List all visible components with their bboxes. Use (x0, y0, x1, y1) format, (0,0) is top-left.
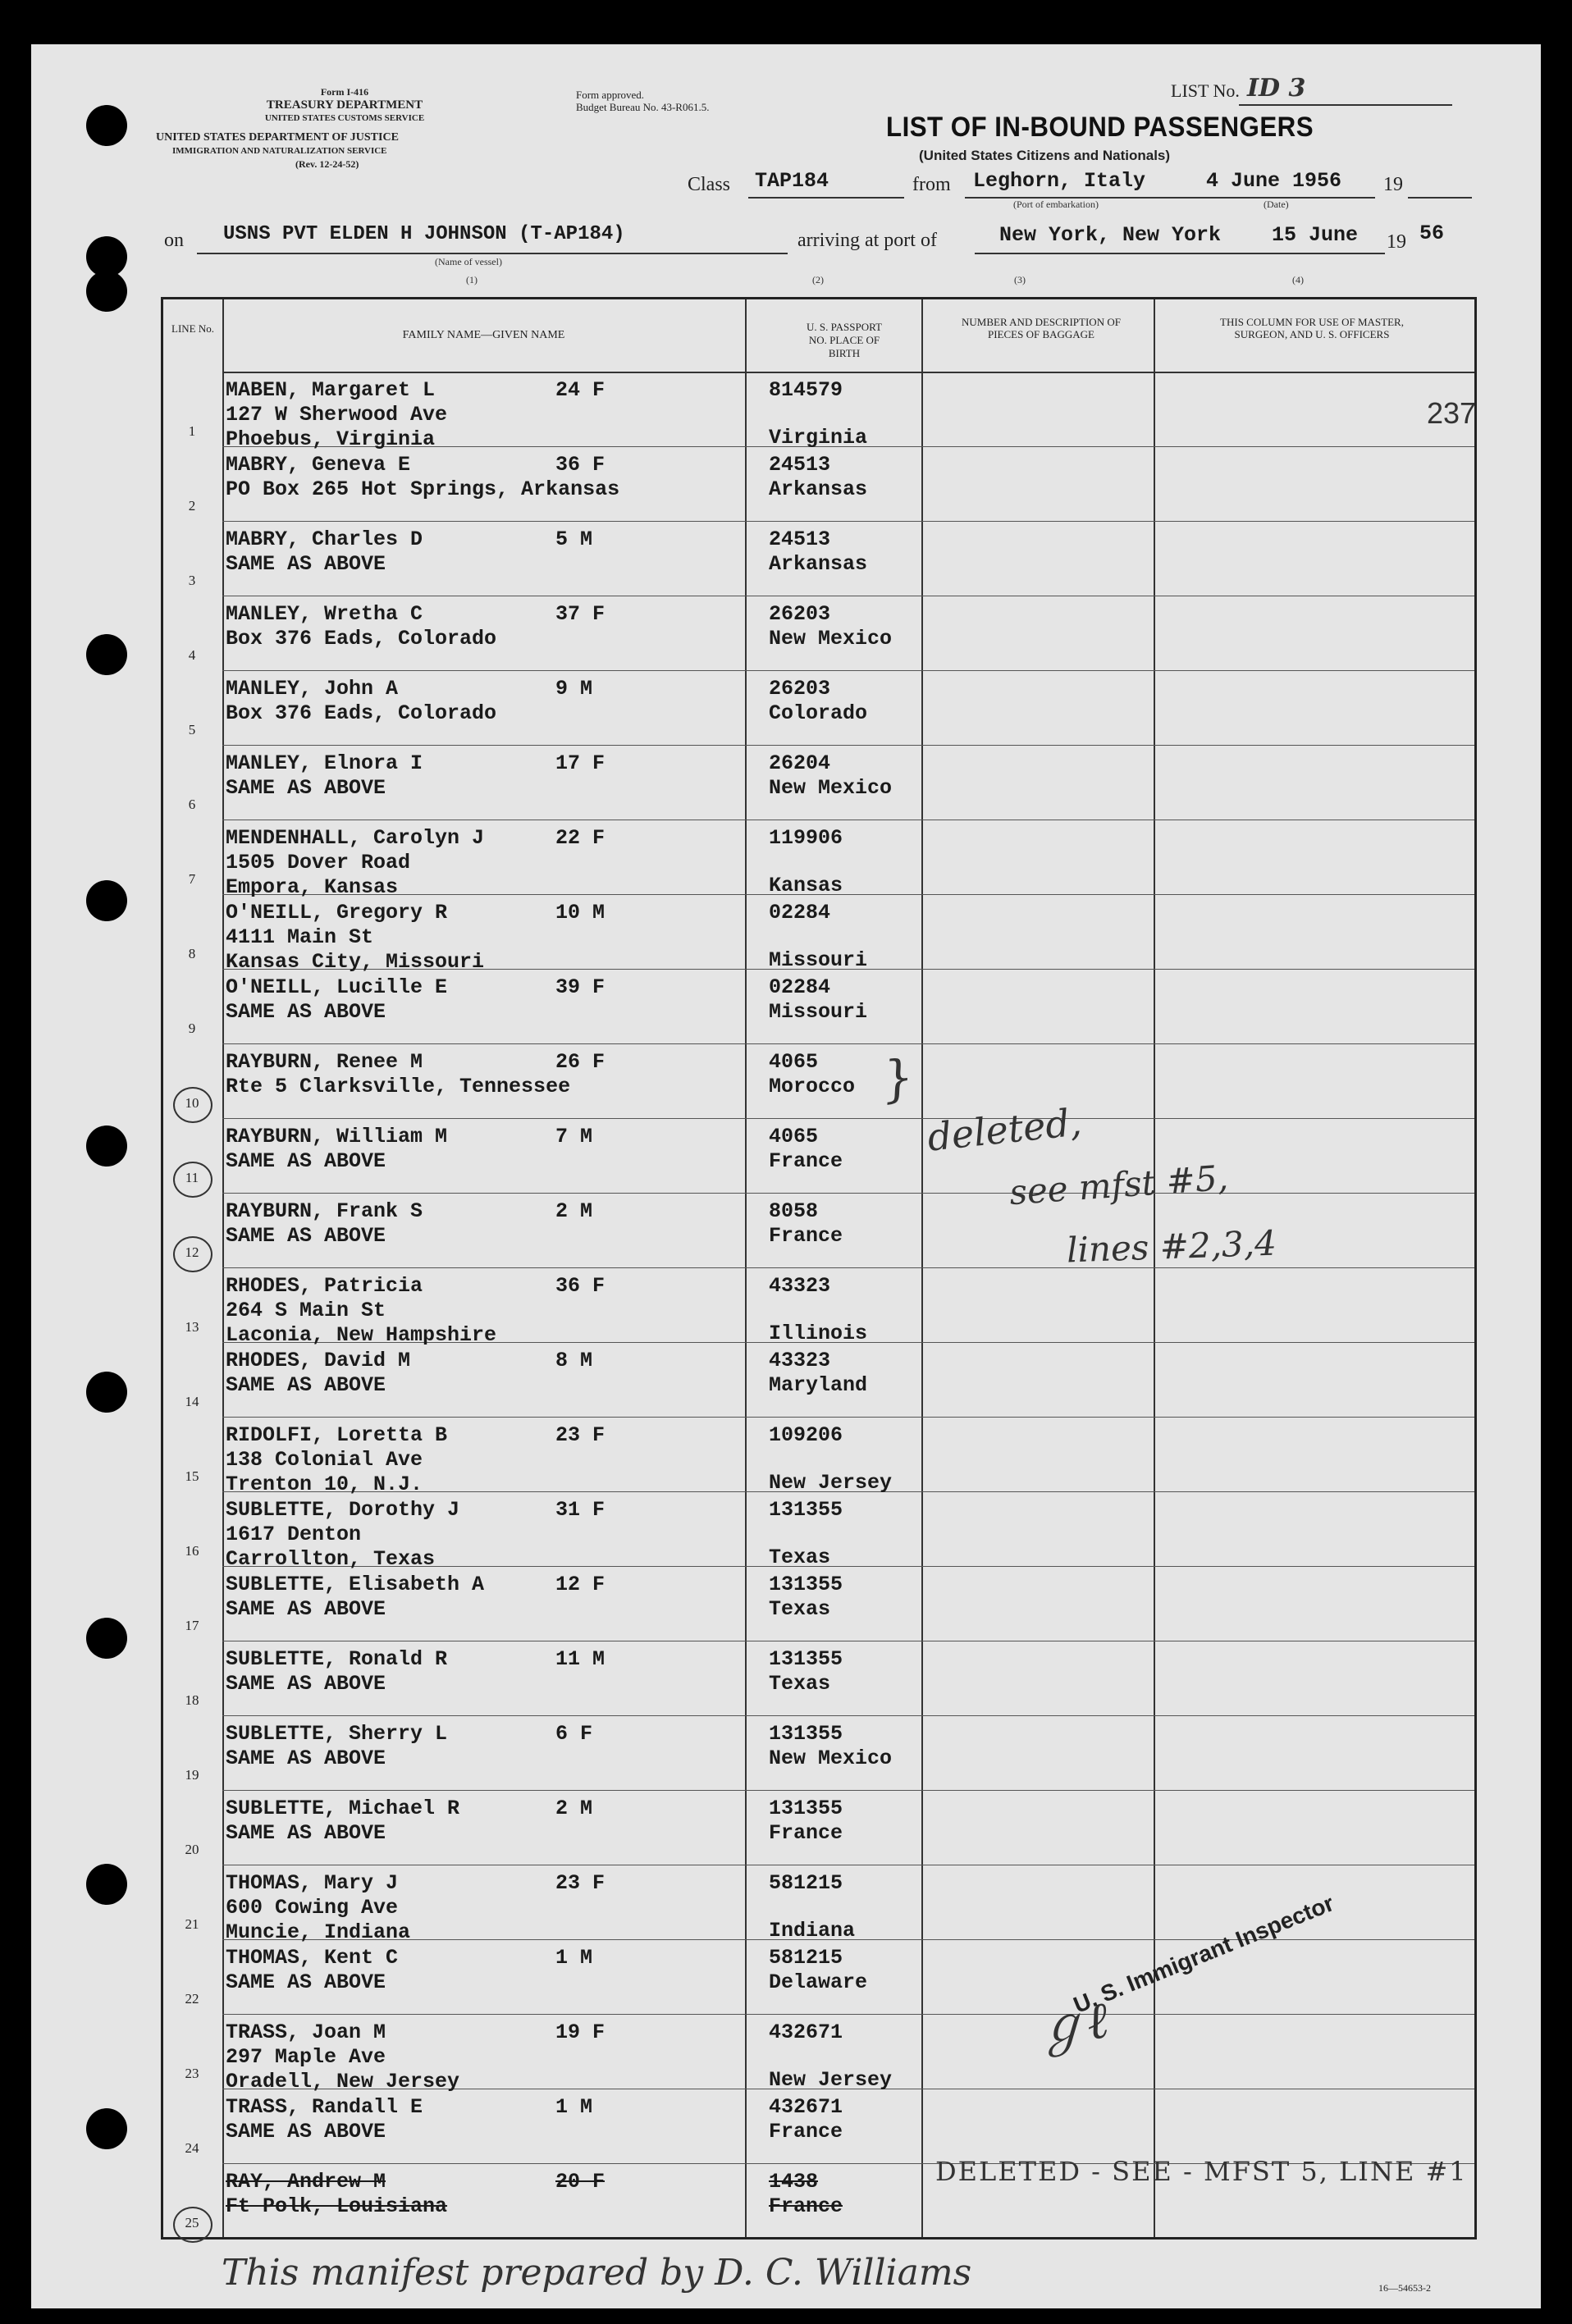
passenger-age-sex: 9 M (555, 677, 593, 701)
place-of-birth: New Mexico (769, 776, 893, 800)
place-of-birth: Maryland (769, 1373, 868, 1397)
passenger-entry (226, 975, 989, 1043)
passenger-address-1: SAME AS ABOVE (226, 552, 386, 576)
passport-number: 26204 (769, 751, 831, 775)
row-divider (222, 1118, 1474, 1119)
passenger-name: MANLEY, Elnora I (226, 751, 423, 775)
passenger-name: RAY, Andrew M (226, 2170, 386, 2194)
line-number: 16 (185, 1543, 199, 1559)
passenger-age-sex: 12 F (555, 1573, 605, 1596)
row-divider (222, 1267, 1474, 1268)
passenger-entry (226, 1797, 989, 1865)
arrival-rule (975, 253, 1385, 254)
passenger-age-sex: 24 F (555, 378, 605, 402)
passport-number: 02284 (769, 901, 831, 925)
deleted-note-3: lines #2,3,4 (1066, 1222, 1277, 1271)
passenger-age-sex: 5 M (555, 527, 593, 551)
passport-number: 24513 (769, 453, 831, 477)
row-divider (222, 1043, 1474, 1044)
punch-hole (86, 1618, 127, 1659)
inspector-stamp: U. S. Immigrant Inspector (1070, 1890, 1338, 2018)
passport-number: 4065 (769, 1125, 819, 1148)
passport-number: 131355 (769, 1722, 843, 1746)
justice-block (156, 131, 533, 171)
place-of-birth: France (769, 1149, 843, 1173)
passenger-address-1: 264 S Main St (226, 1299, 386, 1322)
passenger-age-sex: 7 M (555, 1125, 593, 1148)
footer-note: This manifest prepared by D. C. Williams (222, 2252, 972, 2294)
place-of-birth: Texas (769, 1546, 831, 1569)
place-of-birth: Colorado (769, 701, 868, 725)
passenger-name: THOMAS, Kent C (226, 1946, 399, 1970)
place-of-birth: Missouri (769, 1000, 868, 1024)
passenger-address-1: 4111 Main St (226, 925, 374, 949)
line-number: 22 (185, 1991, 199, 2007)
header-passport: U. S. PASSPORT NO. PLACE OF BIRTH (807, 321, 882, 359)
list-no-label: LIST No. (1171, 80, 1240, 101)
line-number: 8 (188, 946, 196, 961)
row-divider (222, 894, 1474, 895)
passenger-address-1: 127 W Sherwood Ave (226, 403, 448, 427)
passenger-address-1: 600 Cowing Ave (226, 1896, 399, 1920)
passenger-address-2: Oradell, New Jersey (226, 2070, 460, 2093)
line-number: 12 (185, 1244, 199, 1260)
passenger-address-1: PO Box 265 Hot Springs, Arkansas (226, 477, 620, 501)
passenger-address-1: SAME AS ABOVE (226, 2120, 386, 2144)
passenger-entry (226, 901, 989, 974)
passport-number: 1438 (769, 2170, 819, 2194)
form-revision: (Rev. 12-24-52) (295, 158, 359, 170)
passport-number: 131355 (769, 1797, 843, 1820)
deleted-note-1: deleted, (925, 1099, 1084, 1160)
passport-number: 131355 (769, 1498, 843, 1522)
passenger-address-1: Box 376 Eads, Colorado (226, 701, 497, 725)
line-circle-mark (173, 1236, 212, 1272)
passenger-name: THOMAS, Mary J (226, 1871, 399, 1895)
deleted-line25-note: DELETED - SEE - MFST 5, LINE #1 (935, 2156, 1468, 2187)
passenger-age-sex: 19 F (555, 2020, 605, 2044)
year-prefix: 19 (1383, 174, 1403, 195)
list-no-rule (1239, 104, 1452, 106)
row-divider (222, 1193, 1474, 1194)
passenger-age-sex: 2 M (555, 1797, 593, 1820)
passenger-entry (226, 1946, 989, 2014)
place-of-birth: Illinois (769, 1322, 868, 1345)
passenger-name: MENDENHALL, Carolyn J (226, 826, 485, 850)
place-of-birth: Indiana (769, 1919, 856, 1943)
customs-service: UNITED STATES CUSTOMS SERVICE (264, 113, 425, 123)
passenger-name: SUBLETTE, Michael R (226, 1797, 460, 1820)
page-title: LIST OF IN-BOUND PASSENGERS (886, 112, 1314, 143)
line-number: 7 (188, 871, 196, 887)
passenger-name: MABRY, Geneva E (226, 453, 411, 477)
class-label: Class (688, 174, 731, 195)
passenger-address-1: SAME AS ABOVE (226, 1224, 386, 1248)
passenger-address-1: SAME AS ABOVE (226, 1000, 386, 1024)
line-number: 15 (185, 1468, 199, 1484)
passport-number: 109206 (769, 1423, 843, 1447)
vessel-rule (197, 253, 788, 254)
passenger-entry (226, 1647, 989, 1715)
place-of-birth: France (769, 2120, 843, 2144)
passenger-address-1: SAME AS ABOVE (226, 1149, 386, 1173)
col-divider-officers (1154, 299, 1155, 2237)
passenger-age-sex: 6 F (555, 1722, 593, 1746)
passenger-age-sex: 23 F (555, 1423, 605, 1447)
passenger-name: MANLEY, John A (226, 677, 399, 701)
header-line-no: LINE No. (171, 322, 214, 335)
place-of-birth: France (769, 1224, 843, 1248)
line-number: 21 (185, 1916, 199, 1932)
passenger-address-1: Box 376 Eads, Colorado (226, 627, 497, 651)
passenger-age-sex: 37 F (555, 602, 605, 626)
line-number: 1 (188, 423, 196, 439)
passenger-address-1: 1617 Denton (226, 1523, 362, 1546)
row-divider (222, 745, 1474, 746)
row-divider (222, 1790, 1474, 1791)
place-of-birth: Delaware (769, 1970, 868, 1994)
place-of-birth: Kansas (769, 874, 843, 897)
line-number: 13 (185, 1319, 199, 1335)
passport-number: 131355 (769, 1647, 843, 1671)
passenger-age-sex: 36 F (555, 453, 605, 477)
passport-number: 43323 (769, 1274, 831, 1298)
passenger-address-1: 297 Maple Ave (226, 2045, 386, 2069)
passenger-name: RHODES, Patricia (226, 1274, 423, 1298)
line-number: 2 (188, 498, 196, 514)
passport-number: 8058 (769, 1199, 819, 1223)
passenger-address-1: 1505 Dover Road (226, 851, 411, 874)
passenger-entry (226, 1498, 989, 1571)
passenger-name: RIDOLFI, Loretta B (226, 1423, 448, 1447)
passenger-address-1: SAME AS ABOVE (226, 776, 386, 800)
passenger-name: RAYBURN, Renee M (226, 1050, 423, 1074)
line-circle-mark (173, 2207, 212, 2243)
passenger-address-1: SAME AS ABOVE (226, 1746, 386, 1770)
passenger-age-sex: 10 M (555, 901, 605, 925)
row-divider (222, 1715, 1474, 1716)
place-of-birth: France (769, 2194, 843, 2218)
passenger-address-1: SAME AS ABOVE (226, 1597, 386, 1621)
row-divider (222, 2014, 1474, 2015)
line-number: 4 (188, 647, 196, 663)
passenger-entry (226, 2170, 989, 2238)
passenger-name: RHODES, David M (226, 1349, 411, 1372)
form-code: 16—54653-2 (1378, 2282, 1431, 2294)
passenger-entry (226, 1722, 989, 1790)
line-number: 24 (185, 2140, 199, 2156)
header-baggage: NUMBER AND DESCRIPTION OF PIECES OF BAGGAGE (962, 316, 1121, 340)
passenger-name: SUBLETTE, Sherry L (226, 1722, 448, 1746)
punch-hole (86, 1864, 127, 1905)
passport-number: 26203 (769, 602, 831, 626)
passenger-entry (226, 1871, 989, 1944)
punch-hole (86, 1372, 127, 1413)
passenger-address-1: SAME AS ABOVE (226, 1821, 386, 1845)
line-number: 20 (185, 1842, 199, 1857)
passport-number: 432671 (769, 2020, 843, 2044)
passenger-age-sex: 11 M (555, 1647, 605, 1671)
passenger-entry (226, 527, 989, 596)
form-approved: Form approved. (576, 89, 645, 101)
passport-number: 24513 (769, 527, 831, 551)
brace-mark: } (878, 1048, 917, 1110)
passenger-age-sex: 17 F (555, 751, 605, 775)
place-of-birth: New Mexico (769, 1746, 893, 1770)
line-number: 23 (185, 2066, 199, 2081)
passport-number: 432671 (769, 2095, 843, 2119)
line-number: 14 (185, 1394, 199, 1409)
row-divider (222, 670, 1474, 671)
header-rule (222, 372, 1474, 373)
passenger-address-2: Muncie, Indiana (226, 1920, 411, 1944)
passenger-entry (226, 1423, 989, 1496)
ins-service: IMMIGRATION AND NATURALIZATION SERVICE (172, 146, 387, 156)
arrival-date: 15 June (1272, 223, 1359, 247)
line-number: 11 (185, 1170, 199, 1185)
date-caption: (Date) (1264, 199, 1289, 210)
passenger-entry (226, 1274, 989, 1347)
vessel-name: USNS PVT ELDEN H JOHNSON (T-AP184) (223, 223, 625, 245)
place-of-birth: Missouri (769, 948, 868, 972)
passport-number: 4065 (769, 1050, 819, 1074)
line-number: 17 (185, 1618, 199, 1633)
line-number: 18 (185, 1692, 199, 1708)
embarkation-date: 4 June 1956 (1206, 169, 1342, 193)
place-of-birth: New Mexico (769, 627, 893, 651)
passenger-table (161, 297, 1477, 2240)
vessel-caption: (Name of vessel) (435, 256, 502, 267)
col-num-3: (3) (1014, 274, 1026, 285)
passenger-entry (226, 378, 989, 451)
place-of-birth: Texas (769, 1672, 831, 1696)
treasury-dept: TREASURY DEPARTMENT (266, 98, 423, 112)
passenger-entry (226, 1050, 989, 1118)
passport-number: 02284 (769, 975, 831, 999)
place-of-birth: Arkansas (769, 477, 868, 501)
passenger-address-1: SAME AS ABOVE (226, 1672, 386, 1696)
place-of-birth: New Jersey (769, 1471, 893, 1495)
arrival-port: New York, New York (999, 223, 1222, 247)
passenger-entry (226, 2095, 989, 2163)
passenger-address-1: SAME AS ABOVE (226, 1373, 386, 1397)
passenger-address-2: Laconia, New Hampshire (226, 1323, 497, 1347)
year-prefix-2: 19 (1387, 231, 1406, 253)
header-name: FAMILY NAME—GIVEN NAME (402, 329, 565, 341)
passport-number: 814579 (769, 378, 843, 402)
passenger-name: O'NEILL, Gregory R (226, 901, 448, 925)
passenger-entry (226, 2020, 989, 2093)
passenger-age-sex: 20 F (555, 2170, 605, 2194)
class-value: TAP184 (755, 169, 829, 193)
year-rule (1408, 197, 1472, 199)
arrival-year: 56 (1419, 221, 1445, 245)
budget-bureau: Budget Bureau No. 43-R061.5. (576, 101, 710, 113)
passenger-name: MANLEY, Wretha C (226, 602, 423, 626)
passenger-address-1: SAME AS ABOVE (226, 1970, 386, 1994)
row-divider (222, 1417, 1474, 1418)
list-no-value: ID 3 (1247, 74, 1306, 103)
passenger-name: RAYBURN, William M (226, 1125, 448, 1148)
passenger-age-sex: 36 F (555, 1274, 605, 1298)
passenger-name: O'NEILL, Lucille E (226, 975, 448, 999)
passenger-address-2: Kansas City, Missouri (226, 950, 485, 974)
on-label: on (164, 230, 184, 251)
line-number: 25 (185, 2215, 199, 2230)
col-num-1: (1) (466, 274, 478, 285)
line-circle-mark (173, 1162, 212, 1198)
from-label: from (912, 174, 951, 195)
punch-hole (86, 880, 127, 921)
passenger-name: SUBLETTE, Ronald R (226, 1647, 448, 1671)
punch-hole (86, 634, 127, 675)
col-num-4: (4) (1292, 274, 1304, 285)
passenger-age-sex: 26 F (555, 1050, 605, 1074)
header-officers: THIS COLUMN FOR USE OF MASTER, SURGEON, AND U. S. OFFICERS (1220, 316, 1404, 340)
col-num-2: (2) (812, 274, 824, 285)
class-rule (748, 197, 904, 199)
passenger-entry (226, 1125, 989, 1193)
form-number: Form I-416 (320, 86, 369, 98)
line-number: 9 (188, 1020, 196, 1036)
passenger-name: RAYBURN, Frank S (226, 1199, 423, 1223)
place-of-birth: France (769, 1821, 843, 1845)
inspector-signature: ℊℓ (1032, 1989, 1113, 2059)
passport-number: 43323 (769, 1349, 831, 1372)
page-subtitle: (United States Citizens and Nationals) (919, 148, 1171, 163)
justice-dept: UNITED STATES DEPARTMENT OF JUSTICE (156, 131, 399, 144)
passenger-entry (226, 1349, 989, 1417)
passenger-address-2: Phoebus, Virginia (226, 427, 436, 451)
passenger-age-sex: 1 M (555, 1946, 593, 1970)
passenger-entry (226, 1573, 989, 1641)
passenger-entry (226, 602, 989, 670)
passenger-entry (226, 1199, 989, 1267)
passport-number: 131355 (769, 1573, 843, 1596)
arriving-label: arriving at port of (797, 230, 937, 251)
row-divider (222, 521, 1474, 522)
passenger-address-2: Trenton 10, N.J. (226, 1472, 423, 1496)
passenger-age-sex: 8 M (555, 1349, 593, 1372)
embarkation-port: Leghorn, Italy (973, 169, 1146, 193)
passenger-age-sex: 23 F (555, 1871, 605, 1895)
passenger-address-1: Ft Polk, Louisiana (226, 2194, 448, 2218)
line-number: 10 (185, 1095, 199, 1111)
passenger-name: TRASS, Randall E (226, 2095, 423, 2119)
passenger-age-sex: 2 M (555, 1199, 593, 1223)
punch-hole (86, 1125, 127, 1167)
deleted-note-2: see mfst #5, (1008, 1157, 1230, 1213)
punch-hole (86, 2108, 127, 2149)
line-number: 5 (188, 722, 196, 737)
passenger-entry (226, 826, 989, 899)
passenger-entry (226, 751, 989, 820)
place-of-birth: Texas (769, 1597, 831, 1621)
passenger-name: SUBLETTE, Dorothy J (226, 1498, 460, 1522)
place-of-birth: Morocco (769, 1075, 856, 1098)
line-number: 6 (188, 797, 196, 812)
port-embark-caption: (Port of embarkation) (1013, 199, 1099, 210)
form-header-left (164, 85, 525, 125)
line-number: 3 (188, 573, 196, 588)
passenger-age-sex: 1 M (555, 2095, 593, 2119)
passport-number: 581215 (769, 1871, 843, 1895)
punch-hole (86, 271, 127, 312)
passport-number: 581215 (769, 1946, 843, 1970)
page-number: 237 (1427, 396, 1477, 430)
passenger-age-sex: 31 F (555, 1498, 605, 1522)
place-of-birth: Arkansas (769, 552, 868, 576)
passport-number: 119906 (769, 826, 843, 850)
passport-number: 26203 (769, 677, 831, 701)
passenger-entry (226, 453, 989, 521)
passenger-address-2: Empora, Kansas (226, 875, 399, 899)
place-of-birth: Virginia (769, 426, 868, 450)
passenger-age-sex: 22 F (555, 826, 605, 850)
passenger-name: MABEN, Margaret L (226, 378, 436, 402)
passenger-name: SUBLETTE, Elisabeth A (226, 1573, 485, 1596)
passenger-name: MABRY, Charles D (226, 527, 423, 551)
passenger-age-sex: 39 F (555, 975, 605, 999)
passenger-name: TRASS, Joan M (226, 2020, 386, 2044)
line-number: 19 (185, 1767, 199, 1783)
passenger-address-1: 138 Colonial Ave (226, 1448, 423, 1472)
punch-hole (86, 105, 127, 146)
place-of-birth: New Jersey (769, 2068, 893, 2092)
passenger-address-1: Rte 5 Clarksville, Tennessee (226, 1075, 571, 1098)
passenger-entry (226, 677, 989, 745)
line-circle-mark (173, 1087, 212, 1123)
passenger-address-2: Carrollton, Texas (226, 1547, 436, 1571)
form-approval (576, 89, 709, 113)
